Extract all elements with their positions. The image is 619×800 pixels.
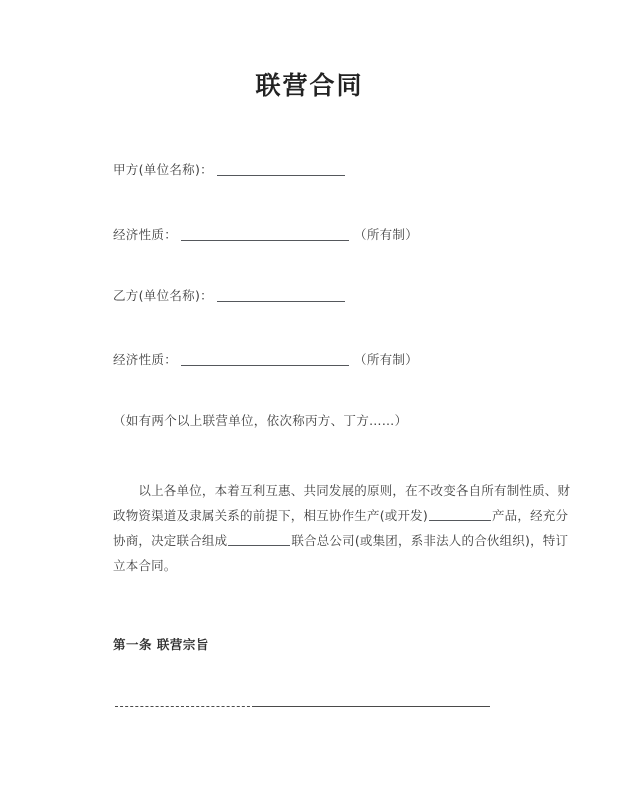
paragraph-inline-blank[interactable] [228,533,290,546]
field-label-nature-b: 经济性质： [113,352,178,367]
field-row-nature-a [113,225,418,243]
paragraph-text: 政物资渠道及隶属关系的前提下，相互协作生产(或开发) [113,508,428,523]
paragraph-line [113,478,571,503]
field-row-party-b [113,286,348,304]
field-label-party-b: 乙方(单位名称)： [113,288,213,303]
field-blank-nature-b[interactable] [181,353,349,366]
field-row-nature-b [113,350,418,368]
bottom-rule-solid-segment [255,706,490,707]
field-blank-party-a[interactable] [217,163,345,176]
bottom-rule-dashed-segment [115,706,255,707]
field-row-party-a [113,160,348,178]
body-paragraph [113,478,571,578]
bottom-rule [115,706,490,708]
paragraph-line [113,553,511,578]
field-blank-nature-a[interactable] [181,228,349,241]
field-suffix-nature-b: （所有制） [354,352,419,367]
paragraph-line [113,503,569,528]
paragraph-inline-blank[interactable] [429,508,491,521]
paragraph-text: 产品，经充分 [491,508,569,523]
paragraph-text: 以上各单位，本着互利互惠、共同发展的原则，在不改变各自所有制性质、财 [113,483,571,498]
paragraph-text: 协商，决定联合组成 [113,533,228,548]
field-suffix-nature-a: （所有制） [354,227,419,242]
paragraph-text: 联合总公司(或集团，系非法人的合伙组织)，特订 [291,533,569,548]
paragraph-line [113,528,569,553]
field-label-party-a: 甲方(单位名称)： [113,162,213,177]
field-label-nature-a: 经济性质： [113,227,178,242]
section-heading-article-1: 第一条 联营宗旨 [113,637,209,652]
parenthetical-note: （如有两个以上联营单位，依次称丙方、丁方……） [113,413,408,428]
field-blank-party-b[interactable] [217,289,345,302]
paragraph-text: 立本合同。 [113,558,177,573]
page-title: 联营合同 [255,71,364,100]
